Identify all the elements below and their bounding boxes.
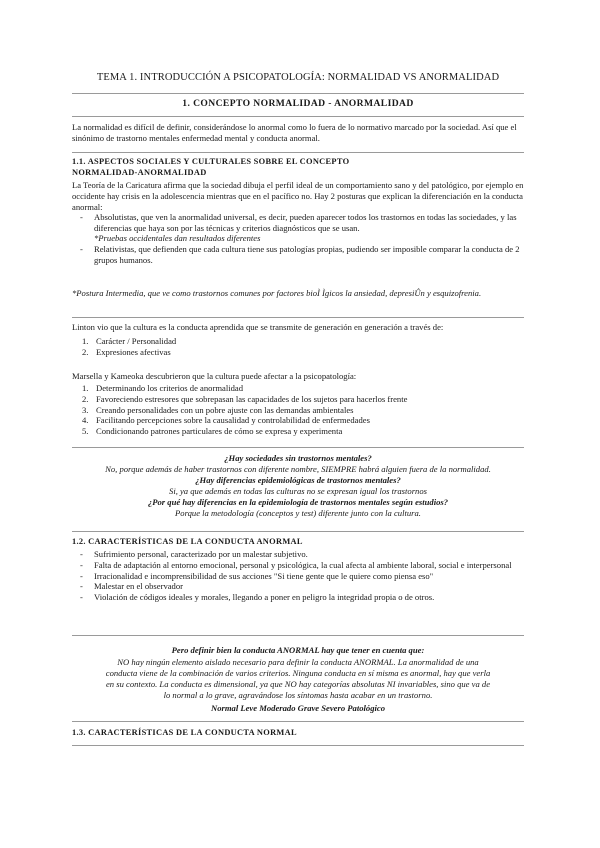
definir-line: NO hay ningún elemento aislado necesario para definir la conducta ANORMAL. La anormalidad de una xyxy=(117,657,479,667)
divider xyxy=(72,745,524,746)
answer-1: No, porque además de haber trastornos con diferente nombre, SIEMPRE habrá alguien fuera de la normalidad. xyxy=(105,464,491,474)
section-1-3-heading: 1.3. CARACTERÍSTICAS DE LA CONDUCTA NORMAL xyxy=(72,728,297,737)
answer-2: Si, ya que además en todas las culturas no se expresan igual los trastornos xyxy=(169,486,427,496)
definir-line: en su contexto. La conducta es dimensional, ya que NO hay categorías absolutas NI invariables, sino que va de xyxy=(105,679,491,689)
list-item: 1. Determinando los criterios de anormalidad xyxy=(82,383,244,393)
list-item: 5. Condicionando patrones particulares de cómo se expresa y experimenta xyxy=(82,426,343,437)
postures-list xyxy=(72,212,524,234)
linton-list xyxy=(72,336,524,358)
list-item: 1. Carácter / Personalidad xyxy=(82,336,177,346)
question-1: ¿Hay sociedades sin trastornos mentales? xyxy=(224,453,372,463)
section-1-heading: 1. CONCEPTO NORMALIDAD - ANORMALIDAD xyxy=(182,98,414,109)
answer-3: Porque la metodología (conceptos y test) diferente junto con la cultura. xyxy=(175,508,421,518)
divider xyxy=(72,635,524,636)
list-item: - Malestar en el observador xyxy=(72,581,524,592)
definir-lead: Pero definir bien la conducta ANORMAL hay que tener en cuenta que: xyxy=(171,645,425,655)
intro-paragraph: La normalidad es difícil de definir, considerándose lo anormal como lo fuera de lo normativo marcado por la sociedad. Así que el sinónimo de trastorno mentales enfermedad mental y conducta anormal. xyxy=(72,122,517,143)
list-item: - Absolutistas, que ven la anormalidad universal, es decir, pueden aparecer todos los trastornos en todas las sociedades, y las diferencias que haya son por las técnicas y criterios diagnósticos que se usan. xyxy=(72,212,524,234)
list-item: - Sufrimiento personal, caracterizado por un malestar subjetivo. xyxy=(72,549,524,560)
severity-scale: Normal Leve Moderado Grave Severo Patológico xyxy=(211,703,385,713)
abnormal-traits-list xyxy=(72,549,524,603)
divider xyxy=(72,721,524,722)
question-3: ¿Por qué hay diferencias en la epidemiología de trastornos mentales según estudios? xyxy=(147,497,449,507)
section-1-1-text: La Teoría de la Caricatura afirma que la sociedad dibuja el perfil ideal de un comportamiento sano y del patológico, por ejemplo en occidente hay crisis en la adolescencia mientras que en el pacífico no. Hay 2 posturas que explican la diferenciación en la conducta anormal: xyxy=(72,180,524,212)
divider xyxy=(72,317,524,318)
divider xyxy=(72,447,524,448)
divider xyxy=(72,531,524,532)
section-1-2-heading: 1.2. CARACTERÍSTICAS DE LA CONDUCTA ANORMAL xyxy=(72,537,303,546)
list-item: 2. Expresiones afectivas xyxy=(82,346,171,357)
divider xyxy=(72,152,524,153)
list-item: - Falta de adaptación al entorno emocional, personal y psicológica, la cual afecta al ambiente laboral, social e interpersonal xyxy=(72,560,524,571)
question-2: ¿Hay diferencias epidemiológicas de trastornos mentales? xyxy=(195,475,401,485)
definir-line: lo normal a lo grave, agravándose los síntomas hasta acabar en un trastorno. xyxy=(163,690,433,700)
postures-list xyxy=(72,244,524,266)
list-item: 4. Facilitando percepciones sobre la causalidad y controlabilidad de enfermedades xyxy=(82,415,370,426)
divider xyxy=(72,116,524,117)
marsella-list xyxy=(72,383,524,437)
marsella-text: Marsella y Kameoka descubrieron que la cultura puede afectar a la psicopatología: xyxy=(72,371,357,381)
list-item: - Relativistas, que defienden que cada cultura tiene sus patologías propias, pudiendo ser imposible comparar la conducta de 2 grupos humanos. xyxy=(72,244,524,266)
section-1-1-heading: 1.1. ASPECTOS SOCIALES Y CULTURALES SOBRE EL CONCEPTO NORMALIDAD-ANORMALIDAD xyxy=(72,157,350,177)
document-title: TEMA 1. INTRODUCCIÓN A PSICOPATOLOGÍA: NORMALIDAD VS ANORMALIDAD xyxy=(96,72,500,83)
list-item: 3. Creando personalidades con un pobre ajuste con las demandas ambientales xyxy=(82,404,354,415)
postura-intermedia: *Postura Intermedia, que ve como trastornos comunes por factores bioÌ Ìgicos la ansiedad, depresiÛn y esquizofrenia. xyxy=(72,288,482,298)
linton-text: Linton vio que la cultura es la conducta aprendida que se transmite de generación en generación a través de: xyxy=(72,322,444,332)
definir-line: conducta viene de la combinación de varios criterios. Ninguna conducta en sí misma es anormal, hay que verla xyxy=(105,668,491,678)
list-item: 2. Favoreciendo estresores que sobrepasan las capacidades de los sujetos para hacerlos frente xyxy=(82,393,408,404)
divider xyxy=(72,93,524,94)
list-item: - Violación de códigos ideales y morales, llegando a poner en peligro la integridad propia o de otros. xyxy=(72,592,524,603)
list-item: - Irracionalidad e incomprensibilidad de sus acciones "Si tiene gente que le quiere como piensa eso" xyxy=(72,571,524,582)
note: *Pruebas occidentales dan resultados diferentes xyxy=(94,233,261,243)
